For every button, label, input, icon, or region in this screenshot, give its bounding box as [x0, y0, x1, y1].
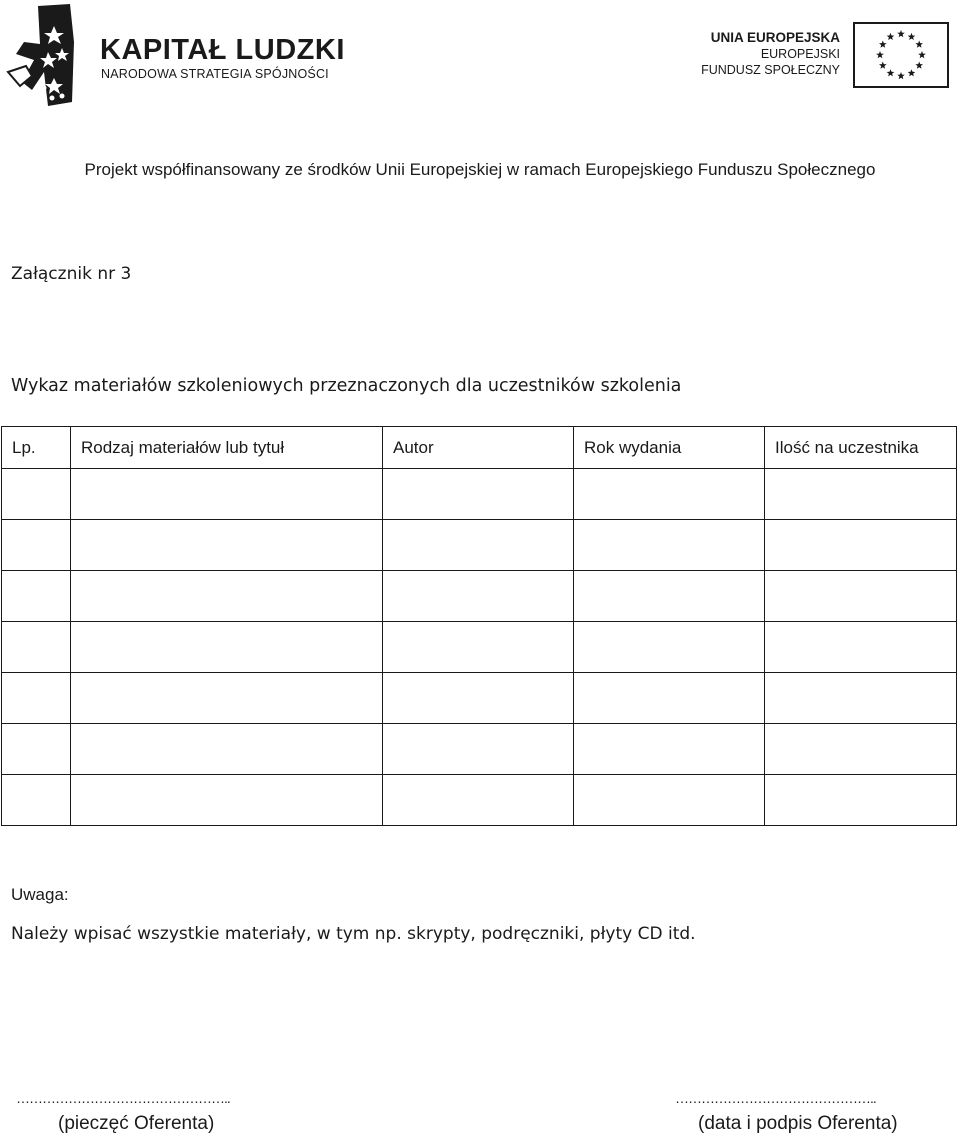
table-cell[interactable] — [574, 622, 765, 673]
table-cell[interactable] — [2, 520, 71, 571]
table-cell[interactable] — [71, 571, 383, 622]
table-cell[interactable] — [383, 724, 574, 775]
table-cell[interactable] — [574, 571, 765, 622]
eu-logo-text — [701, 30, 840, 78]
table-cell[interactable] — [2, 775, 71, 826]
table-cell[interactable] — [2, 622, 71, 673]
eu-star-icon — [897, 30, 905, 37]
eu-star-icon — [908, 33, 916, 40]
table-row — [2, 724, 957, 775]
date-signature-line: ……………………………………….. — [675, 1090, 876, 1106]
date-signature-label: (data i podpis Oferenta) — [698, 1113, 898, 1134]
materials-table — [1, 426, 957, 826]
kapital-ludzki-emblem-icon — [4, 2, 94, 110]
table-cell[interactable] — [765, 724, 957, 775]
stamp-label: (pieczęć Oferenta) — [58, 1113, 215, 1134]
table-cell[interactable] — [383, 520, 574, 571]
table-cell[interactable] — [383, 571, 574, 622]
table-cell[interactable] — [383, 775, 574, 826]
table-row — [2, 571, 957, 622]
annex-label: Załącznik nr 3 — [11, 264, 132, 284]
stamp-signature-line: ………………………………………….. — [16, 1090, 230, 1106]
header-lp: Lp. — [2, 427, 71, 469]
eu-star-icon — [876, 51, 884, 58]
eu-star-icon — [879, 62, 887, 69]
eu-star-icon — [915, 62, 923, 69]
table-cell[interactable] — [574, 673, 765, 724]
eu-flag-icon — [855, 24, 947, 86]
table-cell[interactable] — [383, 622, 574, 673]
table-cell[interactable] — [765, 469, 957, 520]
eu-star-icon — [887, 69, 895, 76]
kapital-ludzki-subtitle: NARODOWA STRATEGIA SPÓJNOŚCI — [101, 67, 329, 81]
eu-star-icon — [918, 51, 926, 58]
eu-star-icon — [887, 33, 895, 40]
table-cell[interactable] — [71, 622, 383, 673]
table-header-row — [2, 427, 957, 469]
header-author: Autor — [383, 427, 574, 469]
table-cell[interactable] — [765, 775, 957, 826]
table-row — [2, 622, 957, 673]
table-cell[interactable] — [383, 673, 574, 724]
table-row — [2, 775, 957, 826]
table-cell[interactable] — [574, 775, 765, 826]
note-text: Należy wpisać wszystkie materiały, w tym np. skrypty, podręczniki, płyty CD itd. — [11, 924, 696, 944]
table-cell[interactable] — [574, 469, 765, 520]
eu-star-icon — [897, 72, 905, 79]
table-cell[interactable] — [383, 469, 574, 520]
header-title: Rodzaj materiałów lub tytuł — [71, 427, 383, 469]
eu-star-icon — [908, 69, 916, 76]
eu-star-icon — [915, 41, 923, 48]
table-cell[interactable] — [71, 724, 383, 775]
eu-line-1: UNIA EUROPEJSKA — [710, 30, 840, 45]
eu-flag — [853, 22, 949, 88]
table-cell[interactable] — [574, 724, 765, 775]
table-row — [2, 673, 957, 724]
table-cell[interactable] — [765, 520, 957, 571]
table-cell[interactable] — [71, 673, 383, 724]
note-label: Uwaga: — [11, 885, 69, 904]
eu-line-2: EUROPEJSKI — [760, 47, 840, 61]
kapital-ludzki-logo — [4, 2, 344, 110]
eu-star-icon — [879, 41, 887, 48]
eu-line-3: FUNDUSZ SPOŁECZNY — [701, 63, 840, 77]
table-cell[interactable] — [765, 571, 957, 622]
table-cell[interactable] — [574, 520, 765, 571]
header-quantity: Ilość na uczestnika — [765, 427, 957, 469]
table-cell[interactable] — [2, 724, 71, 775]
table-cell[interactable] — [71, 775, 383, 826]
list-title: Wykaz materiałów szkoleniowych przeznaczonych dla uczestników szkolenia — [11, 376, 682, 396]
cofinancing-note: Projekt współfinansowany ze środków Unii Europejskiej w ramach Europejskiego Funduszu Społecznego — [84, 160, 876, 179]
table-cell[interactable] — [765, 673, 957, 724]
table-cell[interactable] — [71, 469, 383, 520]
table-row — [2, 469, 957, 520]
table-cell[interactable] — [765, 622, 957, 673]
header-year: Rok wydania — [574, 427, 765, 469]
table-cell[interactable] — [2, 469, 71, 520]
table-cell[interactable] — [2, 571, 71, 622]
table-cell[interactable] — [2, 673, 71, 724]
table-row — [2, 520, 957, 571]
kapital-ludzki-title: KAPITAŁ LUDZKI — [100, 34, 345, 66]
table-cell[interactable] — [71, 520, 383, 571]
